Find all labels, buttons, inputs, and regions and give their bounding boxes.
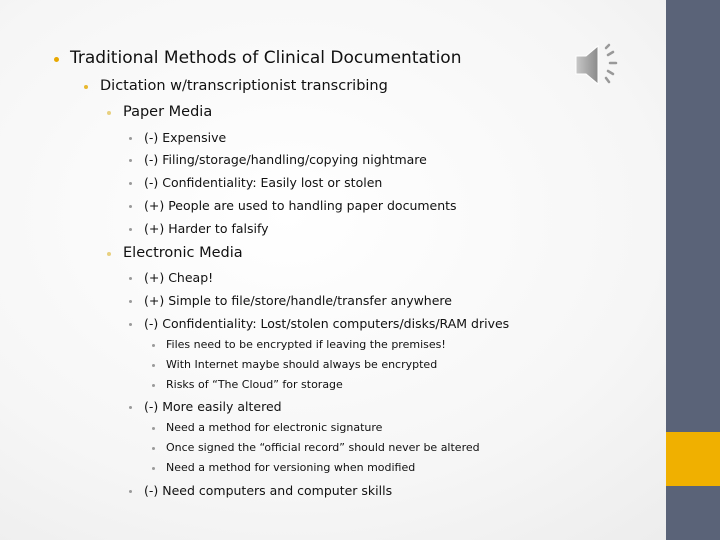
bullet-text-level-5: Need a method for versioning when modified [166,460,416,474]
bullet-text-level-5: Once signed the “official record” should never be altered [166,440,480,454]
bullet-text-level-4: (-) Filing/storage/handling/copying nightmare [144,151,427,167]
bullet-icon [129,490,132,493]
bullet-icon [152,447,155,450]
bullet-text-level-3: Paper Media [123,104,213,121]
bullet-icon [129,182,132,185]
bullet-icon [54,57,59,62]
bullet-text-level-4: (-) More easily altered [144,398,282,414]
bullet-text-level-2: Dictation w/transcriptionist transcribing [100,78,388,95]
bullet-icon [152,344,155,347]
bullet-text-level-4: (+) Cheap! [144,269,214,285]
bullet-text-level-5: Risks of “The Cloud” for storage [166,377,343,391]
bullet-icon [152,427,155,430]
bullet-icon [129,406,132,409]
bullet-text-level-5: Files need to be encrypted if leaving the premises! [166,337,446,351]
bullet-icon [129,323,132,326]
bullet-icon [129,205,132,208]
bullet-icon [129,159,132,162]
speaker-icon[interactable] [574,42,626,88]
bullet-text-level-4: (+) Harder to falsify [144,220,269,236]
bullet-icon [107,252,111,256]
bullet-text-level-4: (+) People are used to handling paper documents [144,197,457,213]
bullet-icon [152,364,155,367]
bullet-icon [129,228,132,231]
bullet-icon [84,85,88,89]
accent-block [666,432,720,486]
bullet-text-level-4: (-) Confidentiality: Lost/stolen computers/disks/RAM drives [144,315,510,331]
bullet-icon [107,111,111,115]
bullet-text-level-4: (-) Confidentiality: Easily lost or stolen [144,174,383,190]
bullet-text-level-4: (+) Simple to file/store/handle/transfer anywhere [144,292,452,308]
bullet-icon [152,384,155,387]
bullet-text-level-5: With Internet maybe should always be encrypted [166,357,438,371]
bullet-icon [152,467,155,470]
bullet-text-level-3: Electronic Media [123,245,243,262]
bullet-text-level-1: Traditional Methods of Clinical Documentation [70,48,462,68]
bullet-icon [129,277,132,280]
bullet-icon [129,137,132,140]
bullet-text-level-4: (-) Expensive [144,129,227,145]
bullet-text-level-5: Need a method for electronic signature [166,420,383,434]
bullet-text-level-4: (-) Need computers and computer skills [144,482,393,498]
bullet-icon [129,300,132,303]
